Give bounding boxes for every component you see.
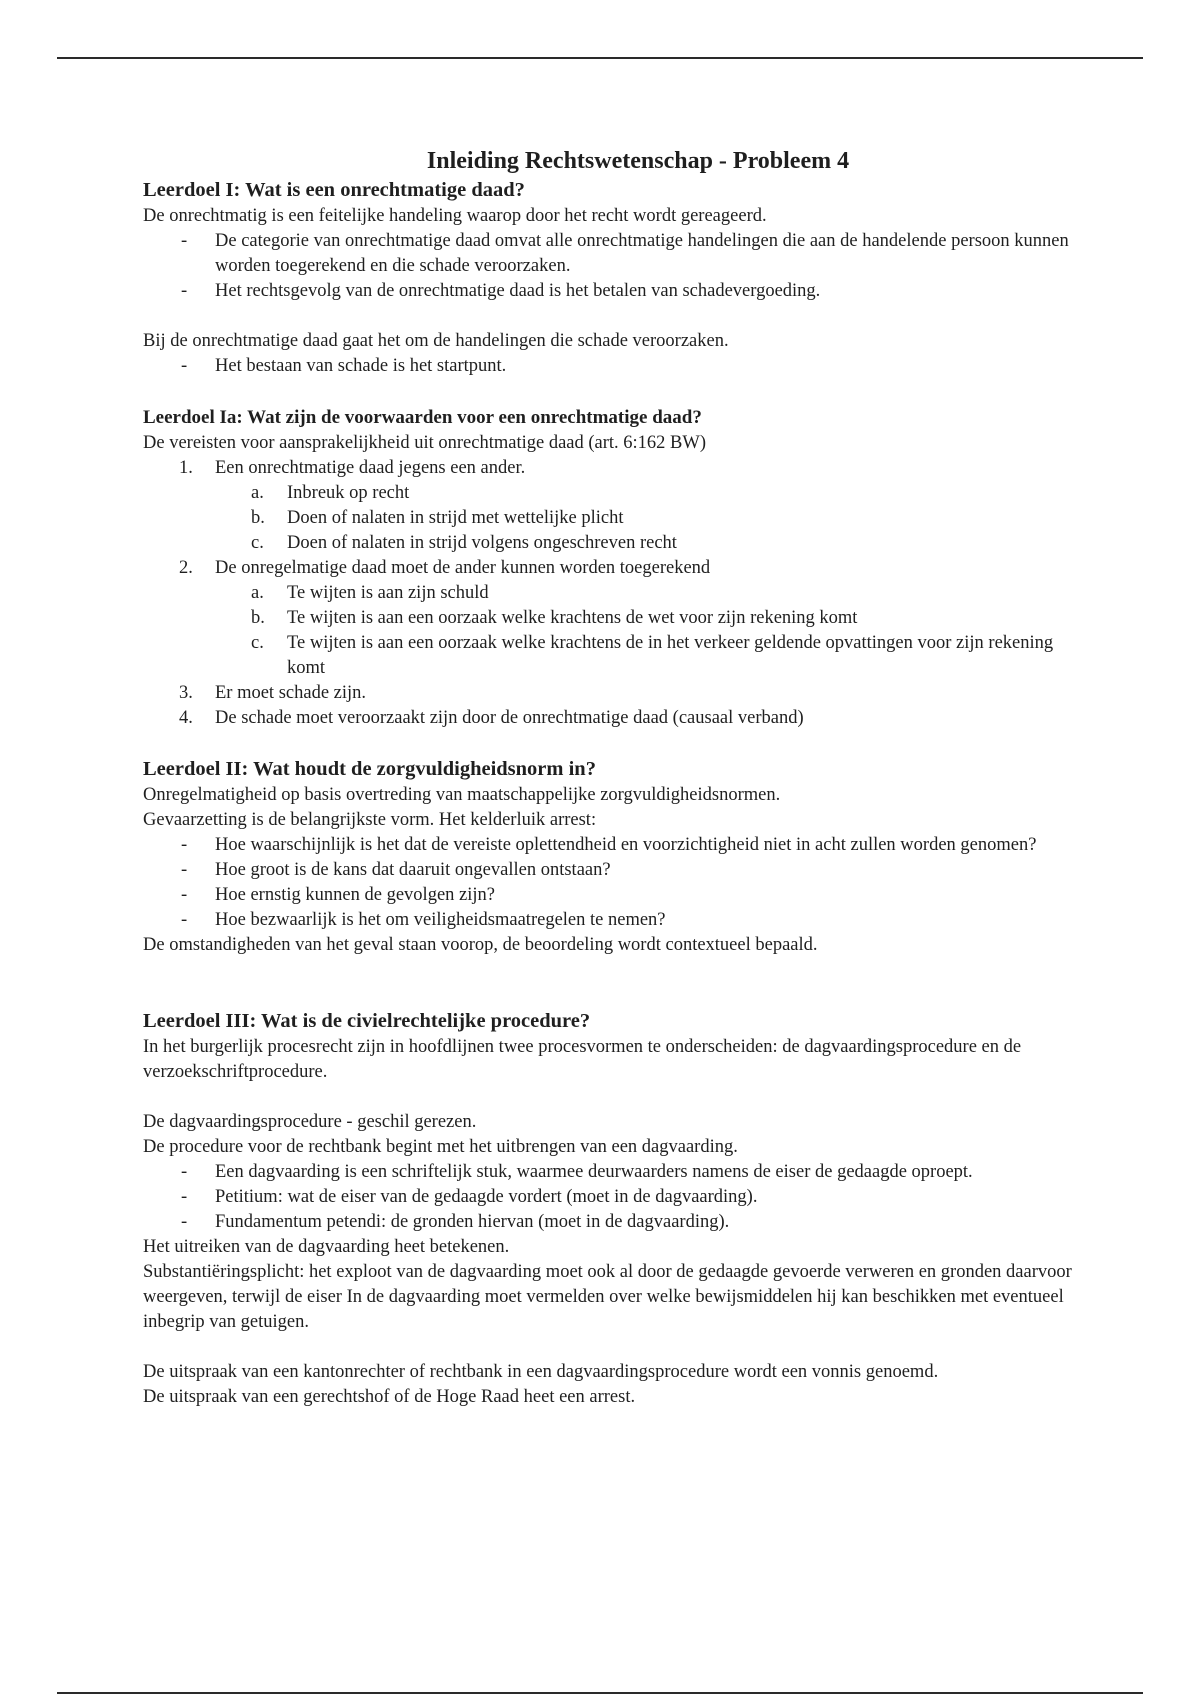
list-item-text: Inbreuk op recht <box>287 483 410 503</box>
section-heading: Leerdoel II: Wat houdt de zorgvuldigheidsnorm in? <box>143 758 596 780</box>
list-item: - Een dagvaarding is een schriftelijk stuk, waarmee deurwaarders namens de eiser de gedaagde oproept. <box>143 1160 1073 1185</box>
bullet-list <box>143 833 1073 933</box>
list-marker: 1. <box>179 458 193 478</box>
list-item-text: Te wijten is aan zijn schuld <box>287 583 489 603</box>
paragraph: De uitspraak van een gerechtshof of de Hoge Raad heet een arrest. <box>143 1387 636 1407</box>
list-marker: b. <box>251 608 265 628</box>
paragraph: Bij de onrechtmatige daad gaat het om de handelingen die schade veroorzaken. <box>143 331 729 351</box>
list-item: - Het bestaan van schade is het startpunt. <box>143 354 1073 379</box>
list-item: - Fundamentum petendi: de gronden hiervan (moet in de dagvaarding). <box>143 1210 1073 1235</box>
list-item <box>143 681 1073 706</box>
list-item-text: Doen of nalaten in strijd met wettelijke plicht <box>287 508 624 528</box>
paragraph: De omstandigheden van het geval staan voorop, de beoordeling wordt contextueel bepaald. <box>143 935 818 955</box>
list-item <box>143 706 1073 731</box>
list-item: - Hoe bezwaarlijk is het om veiligheidsmaatregelen te nemen? <box>143 908 1073 933</box>
paragraph: De vereisten voor aansprakelijkheid uit onrechtmatige daad (art. 6:162 BW) <box>143 433 707 453</box>
bullet-list <box>143 229 1073 304</box>
list-marker: 3. <box>179 683 193 703</box>
list-marker: a. <box>251 583 264 603</box>
list-marker: a. <box>251 483 264 503</box>
list-item <box>143 506 1073 531</box>
list-item: - De categorie van onrechtmatige daad omvat alle onrechtmatige handelingen die aan de handelende persoon kunnen worden toegerekend en die schade veroorzaken. <box>143 229 1073 279</box>
list-marker: 4. <box>179 708 193 728</box>
list-item: - Hoe groot is de kans dat daaruit ongevallen ontstaan? <box>143 858 1073 883</box>
list-item-text: Er moet schade zijn. <box>215 683 367 703</box>
section-heading: Leerdoel I: Wat is een onrechtmatige daad? <box>143 179 525 201</box>
list-item <box>143 556 1073 681</box>
list-marker: 2. <box>179 558 193 578</box>
numbered-list <box>143 456 1073 731</box>
list-item <box>143 456 1073 556</box>
footer-rule <box>57 1692 1143 1694</box>
page-title: Inleiding Rechtswetenschap - Probleem 4 <box>426 148 850 174</box>
list-item <box>143 631 1073 681</box>
sub-list <box>215 481 1073 556</box>
paragraph: De dagvaardingsprocedure - geschil gerezen. <box>143 1112 477 1132</box>
list-item <box>143 606 1073 631</box>
section-heading: Leerdoel Ia: Wat zijn de voorwaarden voor een onrechtmatige daad? <box>143 407 702 428</box>
list-item <box>143 581 1073 606</box>
list-item: - Petitium: wat de eiser van de gedaagde vordert (moet in de dagvaarding). <box>143 1185 1073 1210</box>
list-marker: c. <box>251 533 264 553</box>
sub-list <box>215 581 1073 681</box>
paragraph: Het uitreiken van de dagvaarding heet betekenen. <box>143 1237 510 1257</box>
list-item-text: De onregelmatige daad moet de ander kunnen worden toegerekend <box>215 558 711 578</box>
list-item-text: Doen of nalaten in strijd volgens ongeschreven recht <box>287 533 677 553</box>
list-item: - Hoe waarschijnlijk is het dat de vereiste oplettendheid en voorzichtigheid niet in acht zullen worden genomen? <box>143 833 1073 858</box>
document-body <box>143 145 1073 1410</box>
list-item: - Hoe ernstig kunnen de gevolgen zijn? <box>143 883 1073 908</box>
paragraph: De onrechtmatig is een feitelijke handeling waarop door het recht wordt gereageerd. <box>143 206 767 226</box>
paragraph: Onregelmatigheid op basis overtreding van maatschappelijke zorgvuldigheidsnormen. <box>143 785 781 805</box>
list-marker: c. <box>251 633 264 653</box>
list-item-text: Te wijten is aan een oorzaak welke krachtens de wet voor zijn rekening komt <box>287 608 858 628</box>
bullet-list <box>143 354 1073 379</box>
list-item <box>143 531 1073 556</box>
list-item-text: De schade moet veroorzaakt zijn door de onrechtmatige daad (causaal verband) <box>215 708 804 728</box>
paragraph: Gevaarzetting is de belangrijkste vorm. Het kelderluik arrest: <box>143 810 597 830</box>
list-item-text: Te wijten is aan een oorzaak welke krachtens de in het verkeer geldende opvattingen voor zijn rekening komt <box>287 633 1054 678</box>
header-rule <box>57 57 1143 59</box>
paragraph: De procedure voor de rechtbank begint met het uitbrengen van een dagvaarding. <box>143 1137 738 1157</box>
paragraph: De uitspraak van een kantonrechter of rechtbank in een dagvaardingsprocedure wordt een vonnis genoemd. <box>143 1362 939 1382</box>
bullet-list <box>143 1160 1073 1235</box>
section-heading: Leerdoel III: Wat is de civielrechtelijke procedure? <box>143 1010 591 1032</box>
list-item-text: Een onrechtmatige daad jegens een ander. <box>215 458 526 478</box>
list-item <box>143 481 1073 506</box>
paragraph: Substantiëringsplicht: het exploot van de dagvaarding moet ook al door de gedaagde gevoerde verweren en gronden daarvoor weergeven, terwijl de eiser In de dagvaarding moet vermelden over welke bewijsmiddelen hij kan beschikken met eventueel inbegrip van getuigen. <box>143 1262 1072 1332</box>
list-item: - Het rechtsgevolg van de onrechtmatige daad is het betalen van schadevergoeding. <box>143 279 1073 304</box>
paragraph: In het burgerlijk procesrecht zijn in hoofdlijnen twee procesvormen te onderscheiden: de dagvaardingsprocedure en de verzoekschriftprocedure. <box>143 1037 1022 1082</box>
list-marker: b. <box>251 508 265 528</box>
